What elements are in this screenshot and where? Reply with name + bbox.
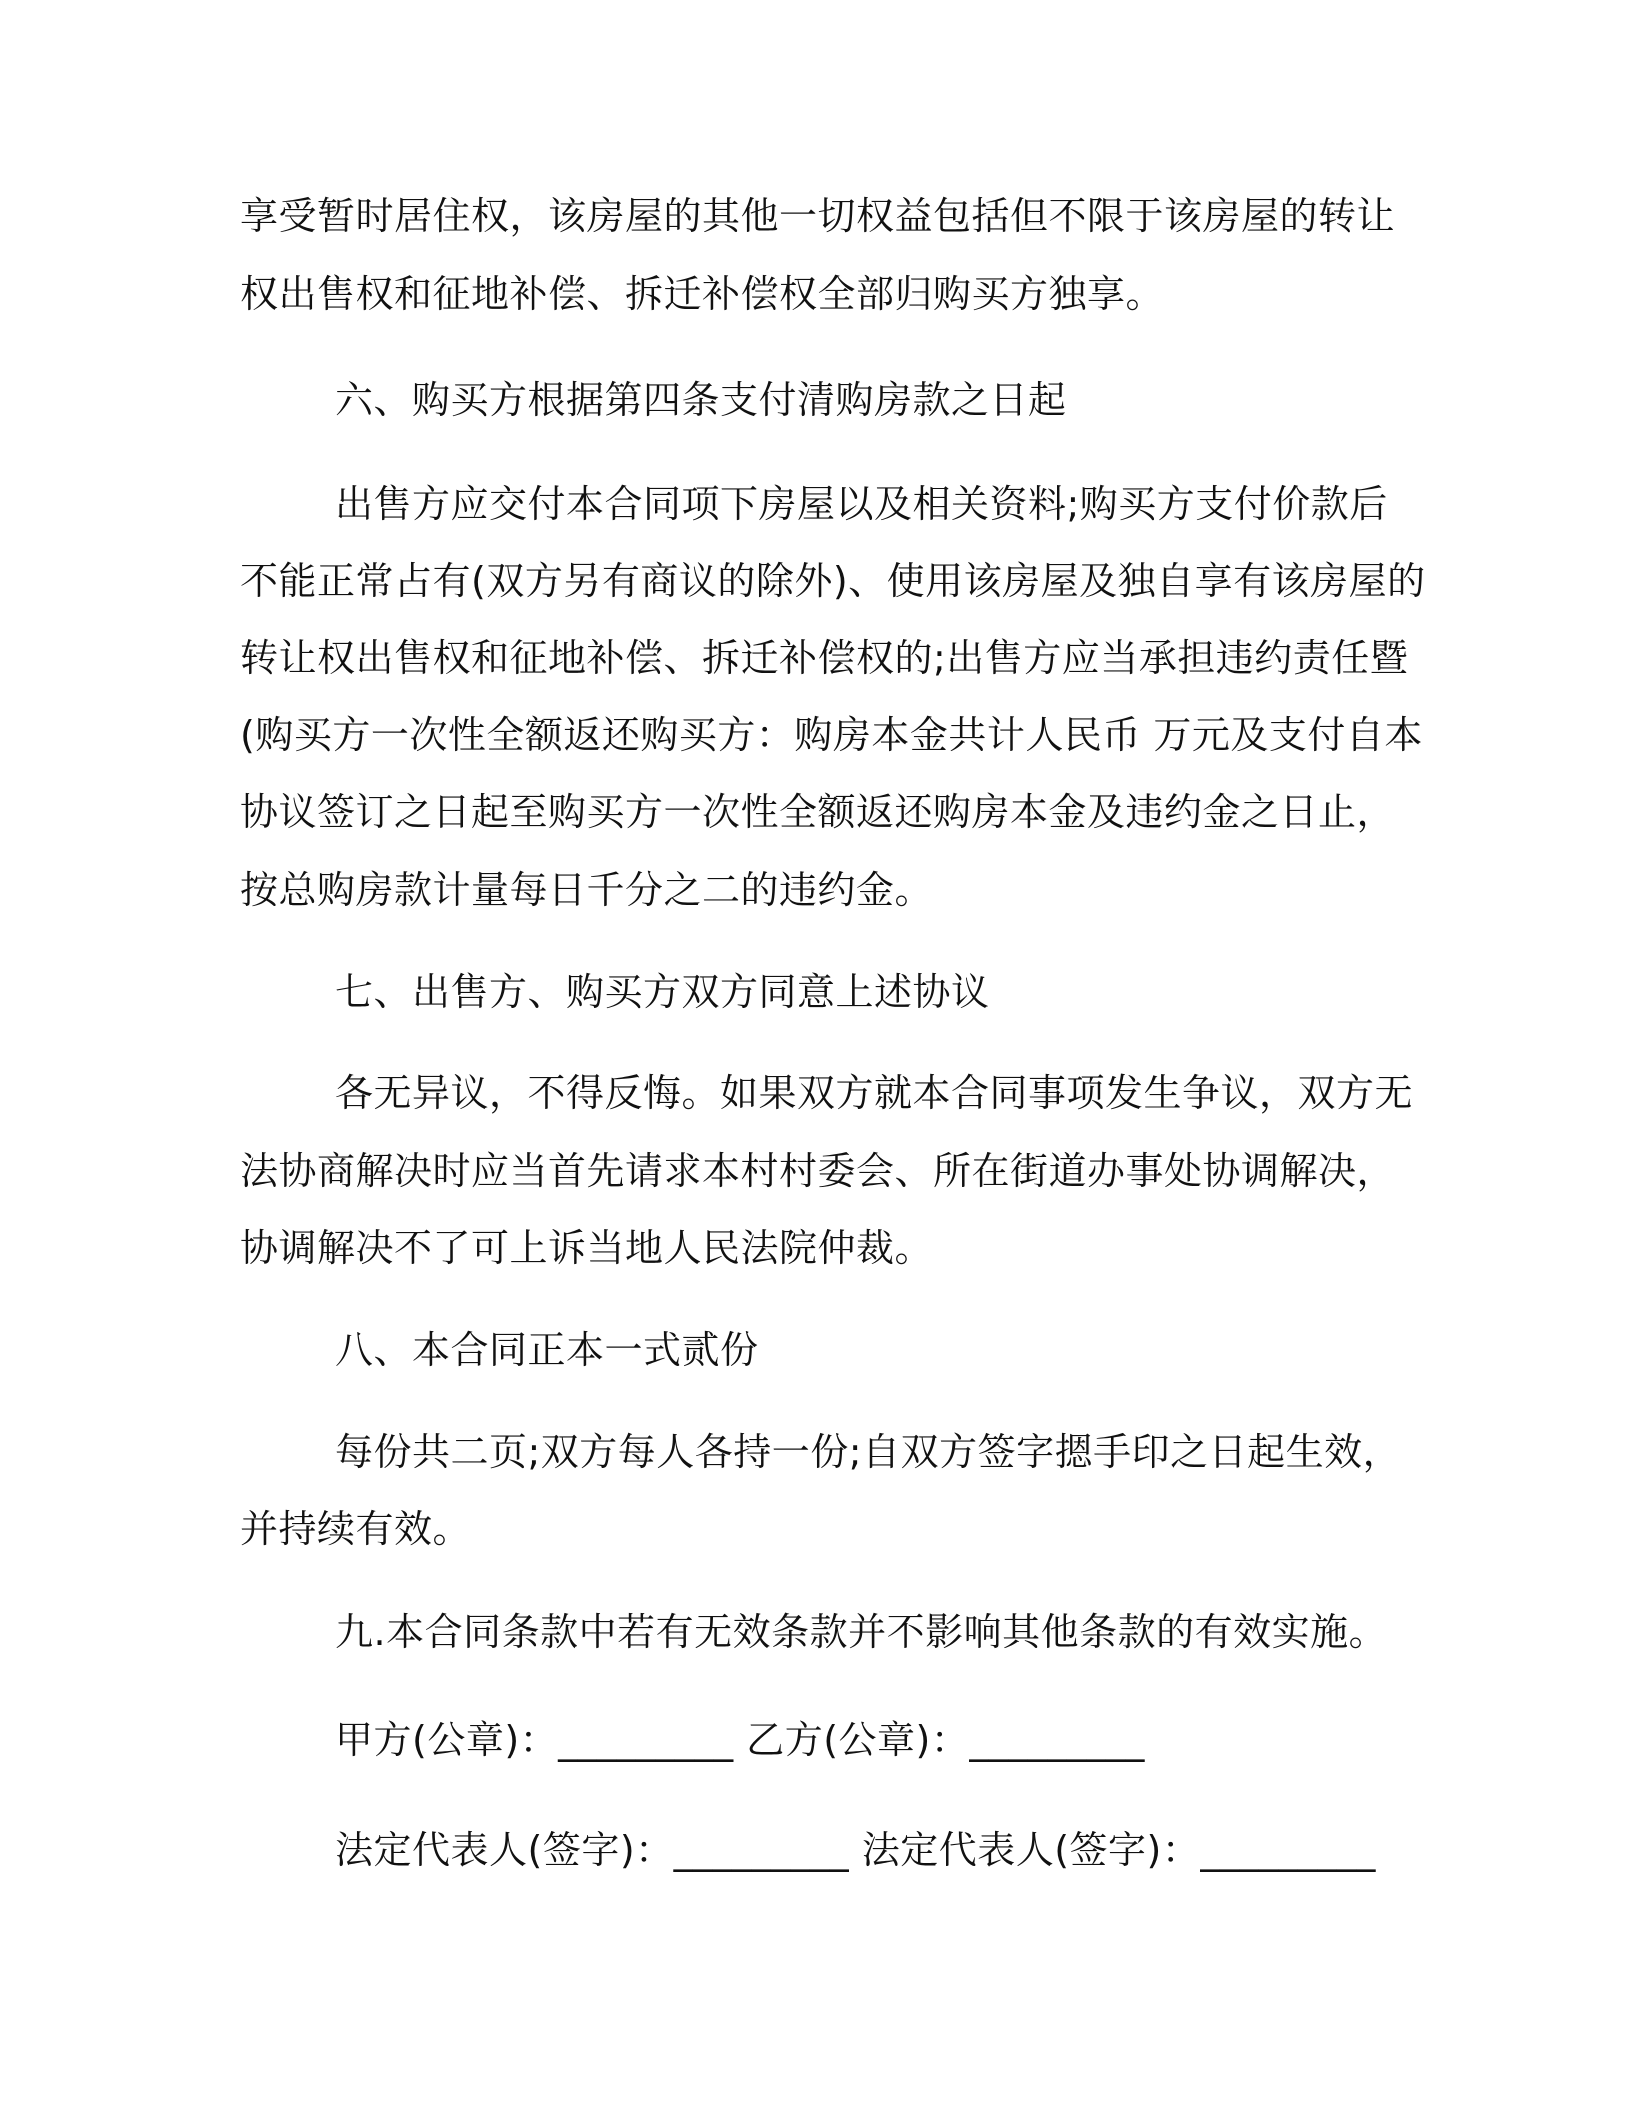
text-line-13: 协调解决不了可上诉当地人民法院仲裁。 [240,1226,934,1270]
section-6-heading: 六、购买方根据第四条支付清购房款之日起 [335,378,1067,422]
section-8-heading: 八、本合同正本一式贰份 [335,1328,759,1372]
text-line-9: 按总购房款计量每日千分之二的违约金。 [240,868,934,912]
section-7-heading: 七、出售方、购买方双方同意上述协议 [335,970,990,1014]
text-line-11: 各无异议，不得反悔。如果双方就本合同事项发生争议，双方无 [335,1071,1414,1115]
text-line-1: 享受暂时居住权，该房屋的其他一切权益包括但不限于该房屋的转让 [240,194,1396,238]
section-9-text: 九.本合同条款中若有无效条款并不影响其他条款的有效实施。 [335,1610,1388,1654]
signature-line-party-ab: 甲方(公章)：_________ 乙方(公章)：_________ [335,1718,1145,1762]
text-line-16: 并持续有效。 [240,1507,472,1551]
text-line-8: 协议签订之日起至购买方一次性全额返还购房本金及违约金之日止， [240,790,1396,834]
text-line-4: 出售方应交付本合同项下房屋以及相关资料;购买方支付价款后 [335,482,1388,526]
text-line-5: 不能正常占有(双方另有商议的除外)、使用该房屋及独自享有该房屋的 [240,559,1426,603]
text-line-15: 每份共二页;双方每人各持一份;自双方签字摁手印之日起生效， [335,1430,1402,1474]
text-line-6: 转让权出售权和征地补偿、拆迁补偿权的;出售方应当承担违约责任暨 [240,636,1409,680]
text-line-7: (购买方一次性全额返还购买方：购房本金共计人民币 万元及支付自本 [240,713,1423,757]
text-line-12: 法协商解决时应当首先请求本村村委会、所在街道办事处协调解决， [240,1149,1396,1193]
text-line-2: 权出售权和征地补偿、拆迁补偿权全部归购买方独享。 [240,272,1165,316]
signature-line-representatives: 法定代表人(签字)：_________ 法定代表人(签字)：_________ [335,1828,1376,1872]
